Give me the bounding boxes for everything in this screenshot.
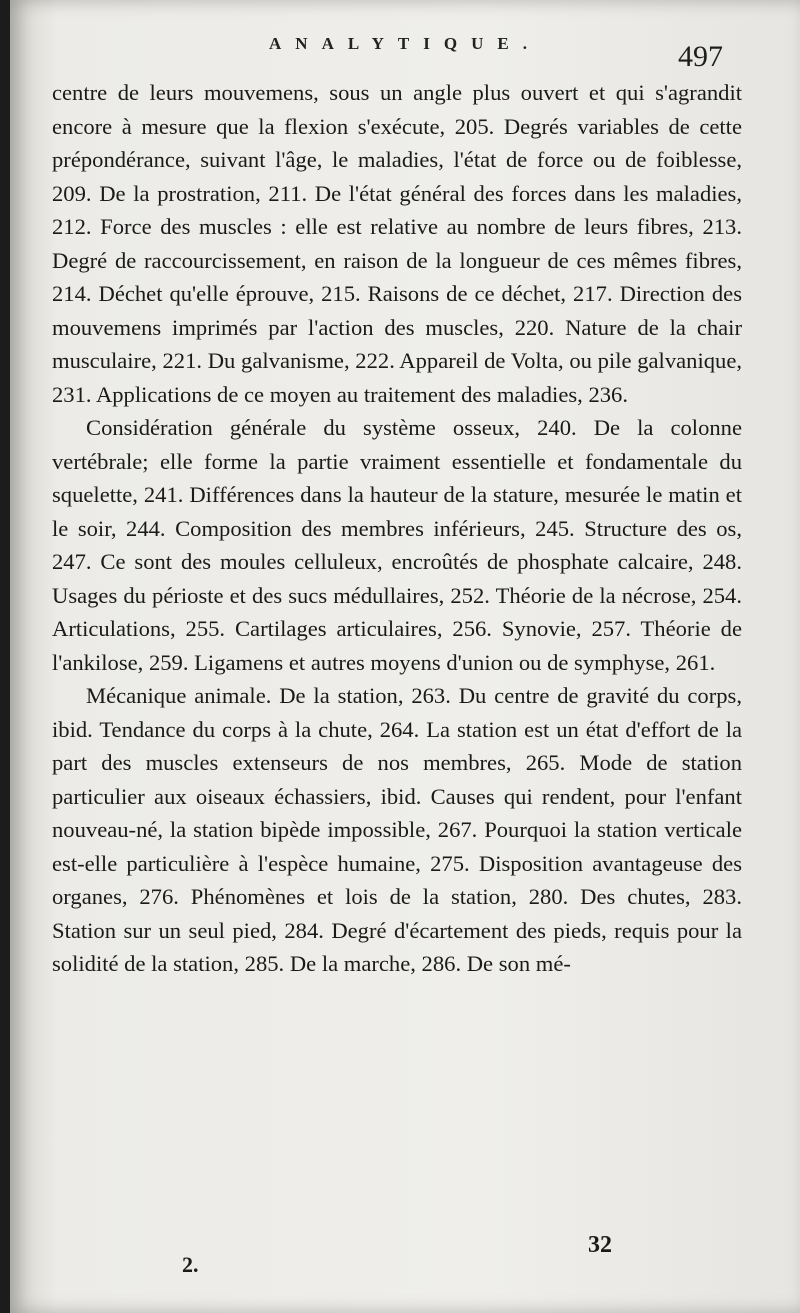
page-number: 497 [678, 40, 723, 73]
signature-mark: 2. [182, 1252, 199, 1277]
paragraph-osseous-system: Considération générale du système osseux, 240. De la colonne vertébrale; elle forme la partie vraiment essentielle et fondamentale du squelette, 241. Différences dans la hauteur de la stature, mesurée le matin et le soir, 244. Composition des membres inférieurs, 245. Structure des os, 247. Ce sont des moules celluleux, encroûtés de phosphate calcaire, 248. Usages du périoste et des sucs médullaires, 252. Théorie de la nécrose, 254. Articulations, 255. Cartilages articulaires, 256. Synovie, 257. Théorie de l'ankilose, 259. Ligamens et autres moyens d'union ou de symphyse, 261. [52, 415, 742, 675]
paragraph-muscles: centre de leurs mouvemens, sous un angle plus ouvert et qui s'agrandit encore à mesure que la flexion s'exécute, 205. Degrés variables de cette prépondérance, suivant l'âge, le maladies, l'état de force ou de foiblesse, 209. De la prostration, 211. De l'état général des forces dans les maladies, 212. Force des muscles : elle est relative au nombre de leurs fibres, 213. Degré de raccourcissement, en raison de la longueur de ces mêmes fibres, 214. Déchet qu'elle éprouve, 215. Raisons de ce déchet, 217. Direction des mouvemens imprimés par l'action des muscles, 220. Nature de la chair musculaire, 221. Du galvanisme, 222. Appareil de Volta, ou pile galvanique, 231. Applications de ce moyen au traitement des maladies, 236. [52, 80, 742, 407]
paragraph-animal-mechanics: Mécanique animale. De la station, 263. Du centre de gravité du corps, ibid. Tendance du corps à la chute, 264. La station est un état d'effort de la part des muscles extenseurs de nos membres, 265. Mode de station particulier aux oiseaux échassiers, ibid. Causes qui rendent, pour l'enfant nouveau-né, la station bipède impossible, 267. Pourquoi la station verticale est-elle particulière à l'espèce humaine, 275. Disposition avantageuse des organes, 276. Phénomènes et lois de la station, 280. Des chutes, 283. Station sur un seul pied, 284. Degré d'écartement des pieds, requis pour la solidité de la station, 285. De la marche, 286. De son mé- [52, 683, 742, 976]
book-page [10, 0, 800, 1313]
index-text [52, 76, 742, 981]
book-gutter [0, 0, 10, 1313]
quire-mark: 32 [588, 1232, 612, 1258]
running-head: ANALYTIQUE. [269, 34, 541, 53]
